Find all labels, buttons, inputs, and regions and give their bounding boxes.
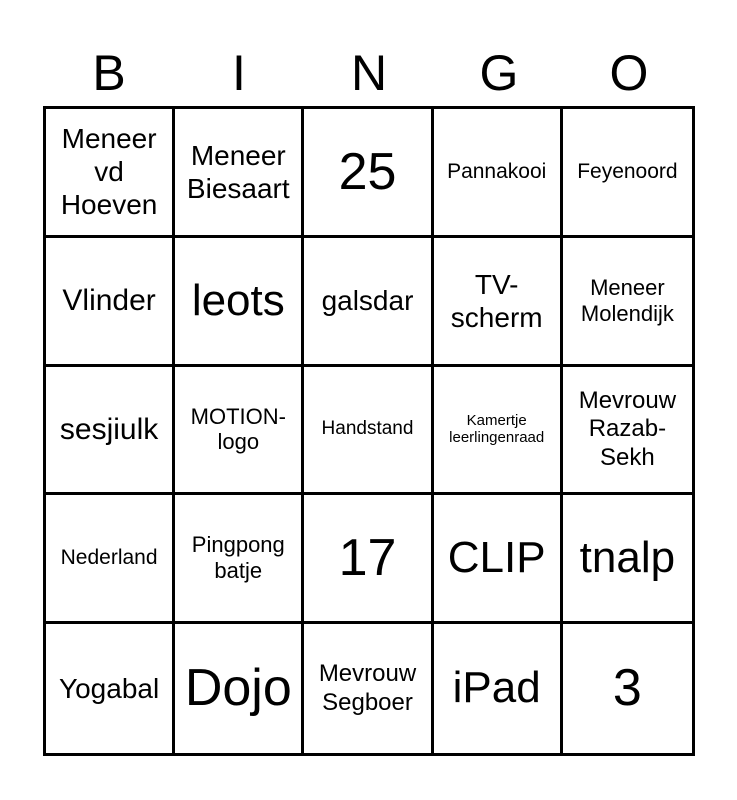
bingo-cell-r2-c5[interactable]: Meneer Molendijk	[563, 238, 692, 367]
bingo-board	[43, 106, 695, 756]
bingo-cell-r5-c1[interactable]: Yogabal	[46, 624, 175, 753]
bingo-cell-r5-c5[interactable]: 3	[612, 659, 642, 718]
bingo-cell-r3-c3[interactable]: Handstand	[304, 367, 433, 496]
bingo-cell-r5-c3[interactable]: Mevrouw Segboer	[304, 624, 433, 753]
bingo-cell-r1-c3[interactable]: 25	[304, 109, 433, 238]
header-letter-i: I	[232, 45, 246, 101]
bingo-cell-r4-c2[interactable]: Pingpong batje	[175, 495, 304, 624]
bingo-cell-r2-c2[interactable]: leots	[175, 238, 304, 367]
bingo-cell-r4-c1[interactable]: Nederland	[46, 495, 175, 624]
bingo-cell-r3-c4[interactable]: Kamertje leerlingenraad	[434, 367, 563, 496]
header-letter-g: G	[479, 45, 519, 101]
bingo-cell-r1-c4[interactable]: Pannakooi	[434, 109, 563, 238]
bingo-cell-r1-c1[interactable]: Meneer vd Hoeven	[46, 109, 175, 238]
bingo-cell-r5-c2[interactable]: Dojo	[175, 624, 304, 753]
bingo-cell-r1-c2[interactable]: Meneer Biesaart	[175, 109, 304, 238]
bingo-cell-r2-c4[interactable]: TV-scherm	[434, 238, 563, 367]
bingo-cell-r4-c4[interactable]: CLIP	[434, 495, 563, 624]
bingo-cell-r1-c5[interactable]: Feyenoord	[563, 109, 692, 238]
bingo-cell-r5-c4[interactable]: iPad	[434, 624, 563, 753]
header-letter-o: O	[609, 45, 649, 101]
bingo-cell-r4-c3[interactable]: 17	[304, 495, 433, 624]
bingo-cell-r3-c1[interactable]: sesjiulk	[46, 367, 175, 496]
bingo-header	[44, 40, 694, 106]
header-letter-n: N	[350, 45, 388, 101]
bingo-cell-r4-c5[interactable]: tnalp	[563, 495, 692, 624]
bingo-cell-r2-c3[interactable]: galsdar	[304, 238, 433, 367]
bingo-cell-r3-c2[interactable]: MOTION-logo	[175, 367, 304, 496]
bingo-cell-r3-c5[interactable]: Mevrouw Razab-Sekh	[563, 367, 692, 496]
bingo-cell-r2-c1[interactable]: Vlinder	[46, 238, 175, 367]
header-letter-b: B	[92, 45, 126, 101]
